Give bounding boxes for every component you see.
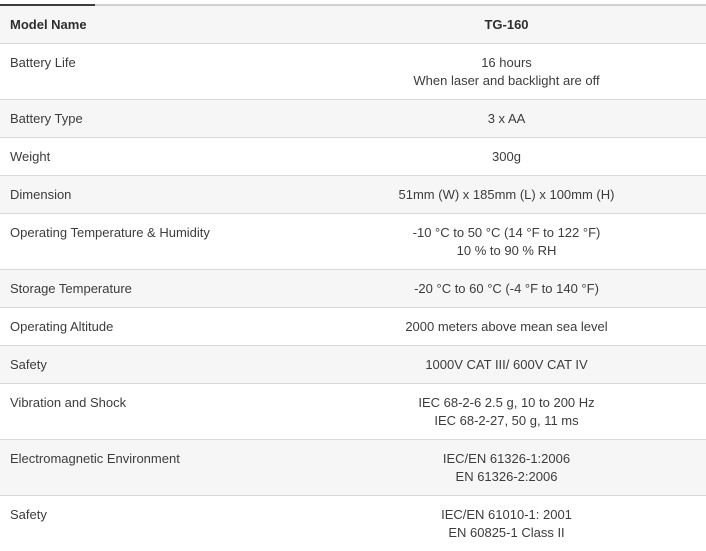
spec-label: Safety [0,496,307,551]
table-row [0,6,706,44]
spec-value-line: 2000 meters above mean sea level [315,318,698,336]
spec-value-line: -10 °C to 50 °C (14 °F to 122 °F) [315,224,698,242]
spec-value [307,176,706,214]
spec-label: Battery Life [0,44,307,100]
spec-label: Vibration and Shock [0,384,307,440]
spec-value-line: 300g [315,148,698,166]
table-row [0,100,706,138]
table-top-border [0,4,706,6]
spec-value-line: 1000V CAT III/ 600V CAT IV [315,356,698,374]
spec-label: Storage Temperature [0,270,307,308]
spec-value [307,44,706,100]
table-row [0,176,706,214]
spec-label: Safety [0,346,307,384]
spec-value-line: When laser and backlight are off [315,72,698,90]
spec-value [307,6,706,44]
spec-label: Weight [0,138,307,176]
table-row [0,308,706,346]
table-row [0,346,706,384]
spec-value-line: TG-160 [315,16,698,34]
spec-value-line: IEC 68-2-6 2.5 g, 10 to 200 Hz [315,394,698,412]
spec-value [307,440,706,496]
spec-value-line: 3 x AA [315,110,698,128]
spec-table-body [0,6,706,551]
table-row [0,44,706,100]
spec-value-line: EN 60825-1 Class II [315,524,698,542]
spec-value [307,270,706,308]
spec-label: Operating Temperature & Humidity [0,214,307,270]
spec-value-line: IEC/EN 61326-1:2006 [315,450,698,468]
spec-value-line: IEC/EN 61010-1: 2001 [315,506,698,524]
spec-value-line: -20 °C to 60 °C (-4 °F to 140 °F) [315,280,698,298]
spec-value [307,214,706,270]
table-row [0,138,706,176]
spec-value [307,100,706,138]
spec-value-line: 16 hours [315,54,698,72]
spec-value-line: IEC 68-2-27, 50 g, 11 ms [315,412,698,430]
table-row [0,214,706,270]
table-row [0,270,706,308]
table-row [0,496,706,551]
spec-value [307,384,706,440]
spec-label: Dimension [0,176,307,214]
spec-label: Operating Altitude [0,308,307,346]
spec-value-line: 10 % to 90 % RH [315,242,698,260]
spec-value-line: EN 61326-2:2006 [315,468,698,486]
spec-value [307,138,706,176]
spec-label: Model Name [0,6,307,44]
spec-value [307,496,706,551]
spec-value [307,346,706,384]
table-top-border-accent [0,4,95,6]
table-row [0,384,706,440]
spec-table [0,6,706,551]
spec-value-line: 51mm (W) x 185mm (L) x 100mm (H) [315,186,698,204]
table-row [0,440,706,496]
spec-label: Battery Type [0,100,307,138]
spec-label: Electromagnetic Environment [0,440,307,496]
spec-value [307,308,706,346]
